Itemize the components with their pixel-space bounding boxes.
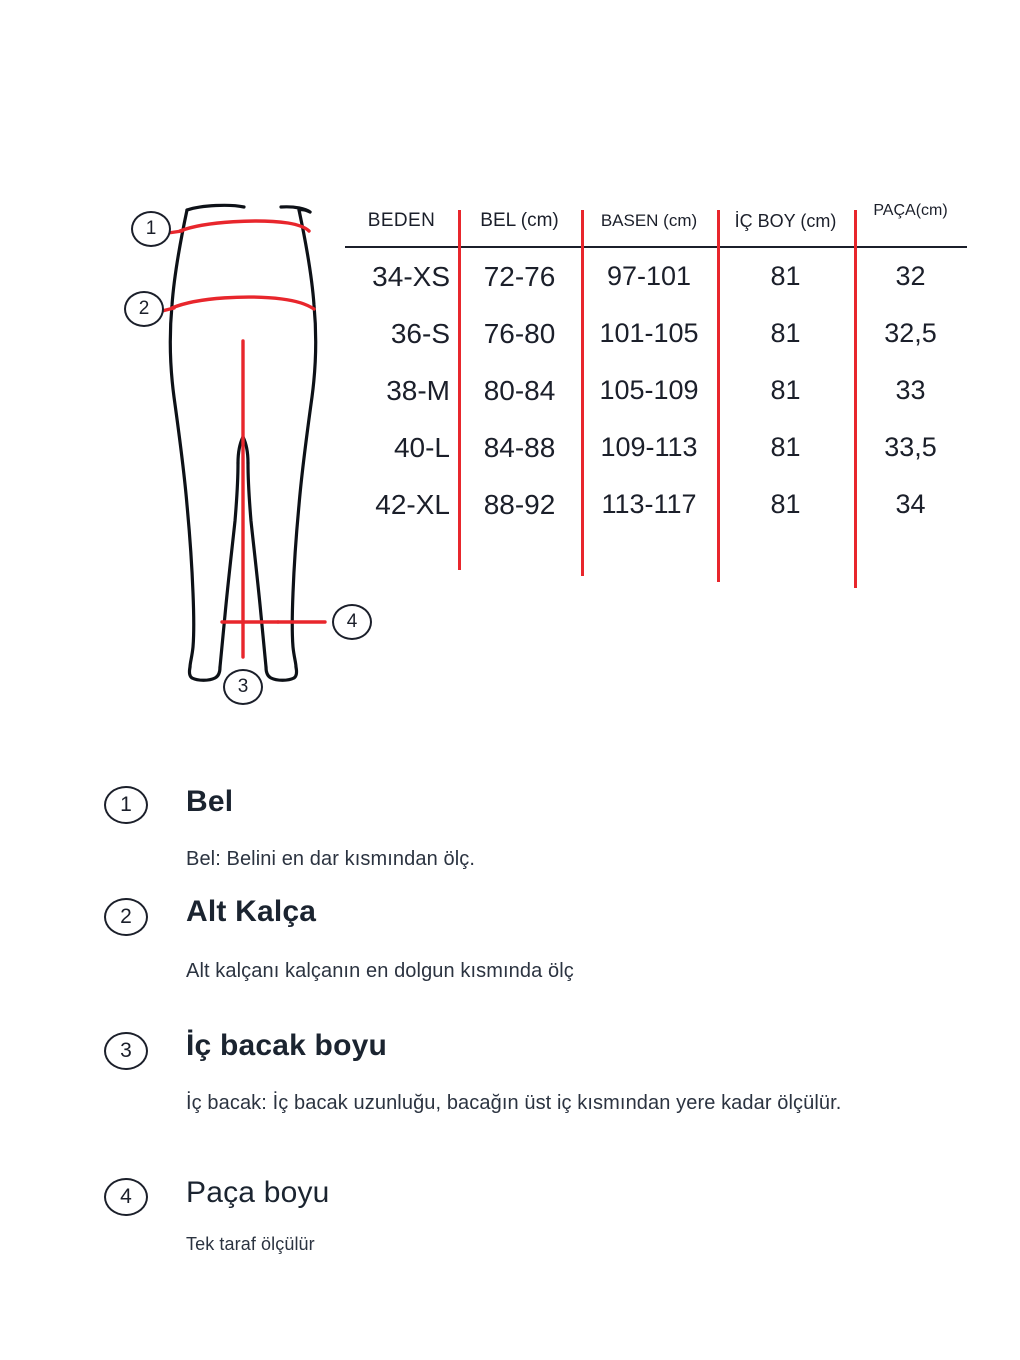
size-chart-table (345, 196, 967, 533)
column-rule-2 (581, 210, 584, 576)
female-lower-body-diagram (110, 185, 370, 725)
table-row (345, 476, 967, 533)
cell-bel: 84-88 (483, 431, 556, 463)
header-ic-boy: İÇ BOY (cm) (717, 196, 854, 247)
hip-measure-line (172, 297, 314, 309)
legend-desc-alt-kalca: Alt kalçanı kalçanın en dolgun kısmında ölç (186, 960, 574, 982)
cell-basen: 101-105 (599, 318, 699, 348)
header-bel: BEL (cm) (458, 196, 581, 247)
waist-measure-line (180, 221, 309, 231)
cell-paca: 33 (895, 375, 926, 405)
cell-beden: 40-L (393, 431, 450, 463)
legend-marker-2: 2 (104, 898, 148, 936)
cell-ic-boy: 81 (770, 432, 801, 462)
legend-title-alt-kalca: Alt Kalça (186, 895, 317, 928)
table-row (345, 419, 967, 476)
cell-bel: 80-84 (483, 374, 556, 406)
cell-bel: 76-80 (483, 317, 556, 349)
table-row (345, 247, 967, 305)
figure-marker-3: 3 (223, 669, 263, 705)
cell-paca: 32,5 (884, 318, 937, 348)
legend-item-ic-bacak (104, 1024, 934, 1174)
cell-basen: 105-109 (599, 375, 699, 405)
cell-paca: 34 (895, 489, 926, 519)
figure-marker-1: 1 (131, 211, 171, 247)
cell-ic-boy: 81 (770, 375, 801, 405)
legend-title-ic-bacak: İç bacak boyu (186, 1029, 388, 1062)
legend-title-paca: Paça boyu (186, 1176, 330, 1209)
legend-desc-ic-bacak: İç bacak: İç bacak uzunluğu, bacağın üst iç kısmından yere kadar ölçülür. (186, 1092, 842, 1114)
legend-marker-4: 4 (104, 1178, 148, 1216)
column-rule-4 (854, 210, 857, 588)
column-rule-1 (458, 210, 461, 570)
legend-marker-3: 3 (104, 1032, 148, 1070)
cell-beden: 38-M (386, 374, 450, 406)
header-beden: BEDEN (345, 196, 458, 247)
body-measurement-illustration (110, 185, 370, 725)
cell-basen: 109-113 (600, 432, 698, 462)
cell-ic-boy: 81 (770, 261, 801, 291)
legend-marker-1: 1 (104, 786, 148, 824)
cell-ic-boy: 81 (770, 318, 801, 348)
legend-item-alt-kalca (104, 890, 934, 1024)
table-row (345, 362, 967, 419)
table-header-row (345, 196, 967, 247)
cell-bel: 72-76 (483, 260, 556, 292)
cell-beden: 42-XL (375, 488, 450, 520)
cell-basen: 97-101 (606, 261, 692, 291)
figure-marker-2: 2 (124, 291, 164, 327)
legend-desc-paca: Tek taraf ölçülür (186, 1234, 315, 1254)
size-chart-table-wrapper (345, 196, 967, 533)
header-basen: BASEN (cm) (581, 196, 717, 247)
cell-paca: 33,5 (884, 432, 937, 462)
figure-marker-4: 4 (332, 604, 372, 640)
cell-beden: 34-XS (372, 260, 450, 292)
header-paca: PAÇA(cm) (854, 196, 967, 247)
cell-bel: 88-92 (483, 488, 556, 520)
cell-ic-boy: 81 (770, 489, 801, 519)
table-row (345, 305, 967, 362)
cell-paca: 32 (895, 261, 926, 291)
column-rule-3 (717, 210, 720, 582)
cell-beden: 36-S (390, 317, 450, 349)
legend-desc-bel: Bel: Belini en dar kısmından ölç. (186, 848, 476, 870)
cell-basen: 113-117 (601, 489, 697, 519)
legend-item-paca (104, 1174, 934, 1284)
legend-item-bel (104, 778, 934, 890)
measurement-legend (104, 778, 934, 1284)
legend-title-bel: Bel (186, 785, 234, 818)
